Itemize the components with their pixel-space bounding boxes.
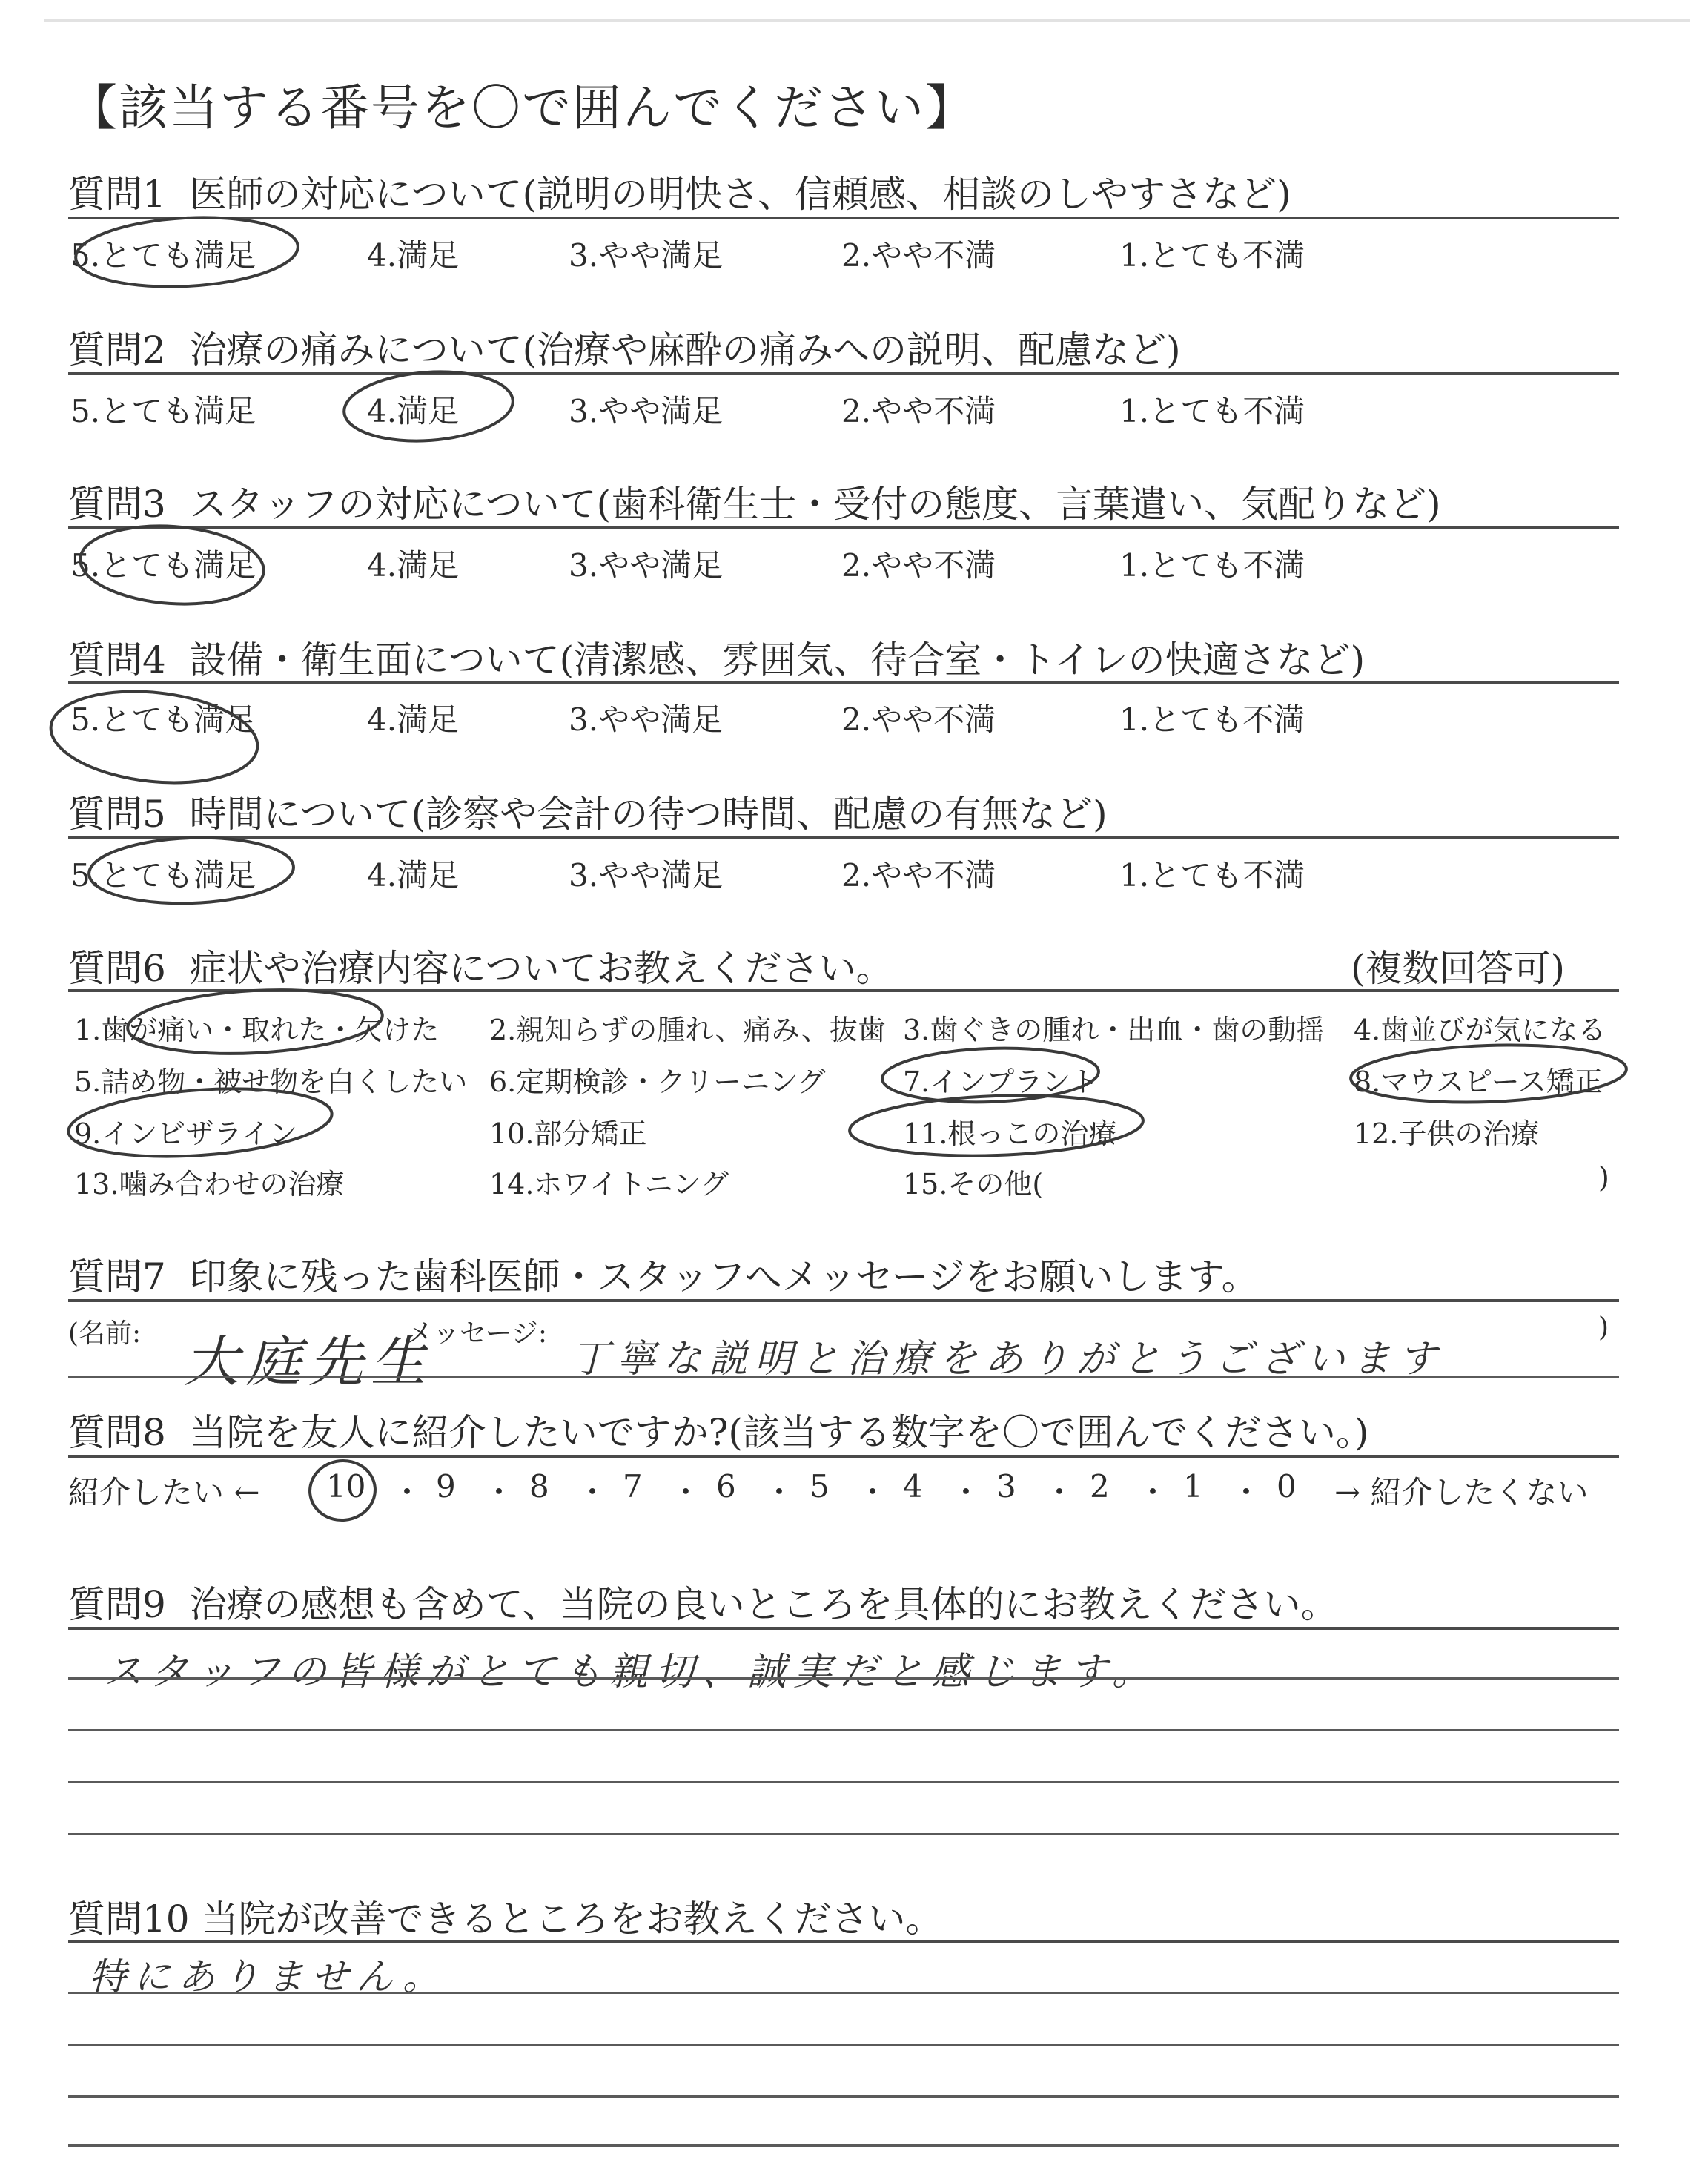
q4-option-1[interactable]: 1.とても不満 — [1119, 701, 1305, 738]
question-2-heading — [68, 320, 1181, 374]
question-1-rule — [68, 217, 1619, 219]
q1-option-5[interactable]: 5.とても満足 — [70, 237, 256, 274]
q6-option-1[interactable]: 1.歯が痛い・取れた・欠けた — [74, 1014, 440, 1046]
question-3-rule — [68, 526, 1619, 529]
q8-scale-9[interactable]: 9 — [436, 1468, 456, 1505]
q1-option-4[interactable]: 4.満足 — [367, 237, 460, 274]
q8-scale-2[interactable]: 2 — [1090, 1468, 1110, 1505]
q8-scale-dot: ・ — [1137, 1474, 1169, 1510]
question-1-heading — [68, 165, 1291, 218]
question-7-bottom-rule — [68, 1376, 1619, 1378]
question-9-label: 質問9 — [68, 1583, 166, 1626]
question-9-rule — [68, 1627, 1619, 1630]
q1-option-1[interactable]: 1.とても不満 — [1119, 237, 1305, 274]
q6-option-11[interactable]: 11.根っこの治療 — [903, 1117, 1117, 1150]
q9-answer-line-2 — [68, 1729, 1619, 1731]
q8-scale-dot: ・ — [670, 1474, 702, 1510]
q9-answer-line-1 — [68, 1677, 1619, 1680]
question-8-rule — [68, 1455, 1619, 1458]
q8-scale-6[interactable]: 6 — [716, 1468, 736, 1505]
q3-option-1[interactable]: 1.とても不満 — [1119, 547, 1305, 584]
q8-scale-dot: ・ — [483, 1474, 515, 1510]
q8-right-label: → 紹介したくない — [1334, 1474, 1589, 1510]
question-2-rule — [68, 372, 1619, 375]
q6-option-2[interactable]: 2.親知らずの腫れ、痛み、抜歯 — [489, 1014, 886, 1046]
q2-option-5[interactable]: 5.とても満足 — [70, 393, 256, 429]
question-10-rule — [68, 1940, 1619, 1943]
q8-scale-dot: ・ — [764, 1474, 795, 1510]
q5-option-3[interactable]: 3.やや満足 — [569, 857, 724, 894]
q8-scale-dot: ・ — [391, 1474, 423, 1510]
question-5-rule — [68, 836, 1619, 839]
q3-option-5[interactable]: 5.とても満足 — [70, 547, 256, 584]
q10-answer-handwritten[interactable]: 特にありません。 — [89, 1955, 447, 1998]
page-title: 【該当する番号を〇で囲んでください】 — [68, 79, 976, 136]
question-5-text: 時間について(診察や会計の待つ時間、配慮の有無など) — [189, 793, 1108, 836]
question-8-text: 当院を友人に紹介したいですか?(該当する数字を〇で囲んでください。) — [189, 1411, 1369, 1454]
question-3-heading — [68, 475, 1441, 528]
question-6-heading — [68, 939, 893, 992]
question-4-label: 質問4 — [68, 638, 166, 681]
question-1-label: 質問1 — [68, 173, 166, 216]
q3-option-2[interactable]: 2.やや不満 — [841, 547, 996, 584]
question-4-rule — [68, 681, 1619, 684]
q4-option-5[interactable]: 5.とても満足 — [70, 701, 256, 738]
question-7-rule — [68, 1299, 1619, 1302]
q2-option-1[interactable]: 1.とても不満 — [1119, 393, 1305, 429]
page-top-edge — [44, 19, 1690, 22]
question-7-text: 印象に残った歯科医師・スタッフへメッセージをお願いします。 — [189, 1255, 1259, 1298]
question-10-text: 当院が改善できるところをお教えください。 — [201, 1898, 943, 1941]
question-9-heading — [68, 1575, 1338, 1628]
q8-scale-dot: ・ — [857, 1474, 889, 1510]
q2-option-3[interactable]: 3.やや満足 — [569, 393, 724, 429]
question-10-label: 質問10 — [68, 1898, 190, 1941]
q4-option-2[interactable]: 2.やや不満 — [841, 701, 996, 738]
question-1-text: 医師の対応について(説明の明快さ、信頼感、相談のしやすさなど) — [189, 173, 1291, 216]
q2-option-4[interactable]: 4.満足 — [367, 393, 460, 429]
question-6-text: 症状や治療内容についてお教えください。 — [189, 947, 893, 990]
question-6-note: (複数回答可) — [1351, 947, 1566, 990]
question-8-heading — [68, 1403, 1368, 1456]
question-2-label: 質問2 — [68, 328, 166, 371]
q8-scale-dot: ・ — [577, 1474, 609, 1510]
q6-option-5[interactable]: 5.詰め物・被せ物を白くしたい — [74, 1066, 468, 1098]
q7-name-handwritten[interactable]: 大庭先生 — [184, 1330, 433, 1394]
q8-scale-4[interactable]: 4 — [903, 1468, 923, 1505]
q3-option-3[interactable]: 3.やや満足 — [569, 547, 724, 584]
q8-scale-dot: ・ — [950, 1474, 982, 1510]
question-5-label: 質問5 — [68, 793, 166, 836]
question-3-label: 質問3 — [68, 483, 166, 526]
q6-option-9[interactable]: 9.インビザライン — [74, 1117, 298, 1150]
question-10-heading — [68, 1889, 943, 1943]
q3-option-4[interactable]: 4.満足 — [367, 547, 460, 584]
q8-scale-dot: ・ — [1231, 1474, 1262, 1510]
q6-option-13[interactable]: 13.噛み合わせの治療 — [74, 1168, 345, 1200]
q1-option-2[interactable]: 2.やや不満 — [841, 237, 996, 274]
question-9-text: 治療の感想も含めて、当院の良いところを具体的にお教えください。 — [189, 1583, 1338, 1626]
q5-option-4[interactable]: 4.満足 — [367, 857, 460, 894]
q10-answer-line-3 — [68, 2095, 1619, 2098]
q9-answer-handwritten[interactable]: スタッフの皆様がとても親切、誠実だと感じます。 — [104, 1650, 1158, 1694]
question-7-label: 質問7 — [68, 1255, 166, 1298]
q7-name-label: (名前: — [68, 1318, 142, 1349]
q1-option-3[interactable]: 3.やや満足 — [569, 237, 724, 274]
q8-scale-5[interactable]: 5 — [810, 1468, 830, 1505]
q7-close-paren: ) — [1598, 1312, 1609, 1343]
q8-left-label: 紹介したい ← — [68, 1474, 260, 1510]
q6-option-4[interactable]: 4.歯並びが気になる — [1354, 1014, 1606, 1046]
q7-message-handwritten[interactable]: 丁寧な説明と治療をありがとうございます — [571, 1337, 1445, 1381]
q4-option-4[interactable]: 4.満足 — [367, 701, 460, 738]
q8-scale-1[interactable]: 1 — [1183, 1468, 1203, 1505]
question-4-text: 設備・衛生面について(清潔感、雰囲気、待合室・トイレの快適さなど) — [189, 638, 1366, 681]
q4-option-3[interactable]: 3.やや満足 — [569, 701, 724, 738]
q6-option-3[interactable]: 3.歯ぐきの腫れ・出血・歯の動揺 — [903, 1014, 1325, 1046]
q6-other-close-paren: ) — [1598, 1161, 1609, 1194]
q5-option-5[interactable]: 5.とても満足 — [70, 857, 256, 894]
question-3-text: スタッフの対応について(歯科衛生士・受付の態度、言葉遣い、気配りなど) — [189, 483, 1441, 526]
q8-scale-7[interactable]: 7 — [623, 1468, 643, 1505]
q6-option-12[interactable]: 12.子供の治療 — [1354, 1117, 1540, 1150]
q6-option-7[interactable]: 7.インプラント — [903, 1066, 1099, 1098]
q8-scale-dot: ・ — [1044, 1474, 1076, 1510]
q10-answer-line-4 — [68, 2144, 1619, 2147]
question-7-heading — [68, 1247, 1259, 1301]
q8-scale-8[interactable]: 8 — [529, 1468, 549, 1505]
q8-scale-10[interactable]: 10 — [326, 1468, 366, 1505]
q8-scale-3[interactable]: 3 — [996, 1468, 1016, 1505]
question-6-rule — [68, 989, 1619, 992]
q6-option-8[interactable]: 8.マウスピース矯正 — [1354, 1066, 1603, 1098]
question-5-heading — [68, 785, 1108, 838]
q6-option-15[interactable]: 15.その他( — [903, 1168, 1044, 1200]
q10-answer-line-2 — [68, 2044, 1619, 2046]
question-8-label: 質問8 — [68, 1411, 166, 1454]
q5-option-2[interactable]: 2.やや不満 — [841, 857, 996, 894]
question-6-label: 質問6 — [68, 947, 166, 990]
q8-scale-0[interactable]: 0 — [1277, 1468, 1297, 1505]
q6-option-6[interactable]: 6.定期検診・クリーニング — [489, 1066, 826, 1098]
q9-answer-line-4 — [68, 1833, 1619, 1835]
question-2-text: 治療の痛みについて(治療や麻酔の痛みへの説明、配慮など) — [189, 328, 1181, 371]
q6-option-10[interactable]: 10.部分矯正 — [489, 1117, 647, 1150]
q9-answer-line-3 — [68, 1781, 1619, 1783]
q6-option-14[interactable]: 14.ホワイトニング — [489, 1168, 729, 1200]
question-4-heading — [68, 630, 1365, 684]
q10-answer-line-1 — [68, 1992, 1619, 1994]
q2-option-2[interactable]: 2.やや不満 — [841, 393, 996, 429]
q7-message-label: メッセージ: — [406, 1318, 547, 1349]
q5-option-1[interactable]: 1.とても不満 — [1119, 857, 1305, 894]
